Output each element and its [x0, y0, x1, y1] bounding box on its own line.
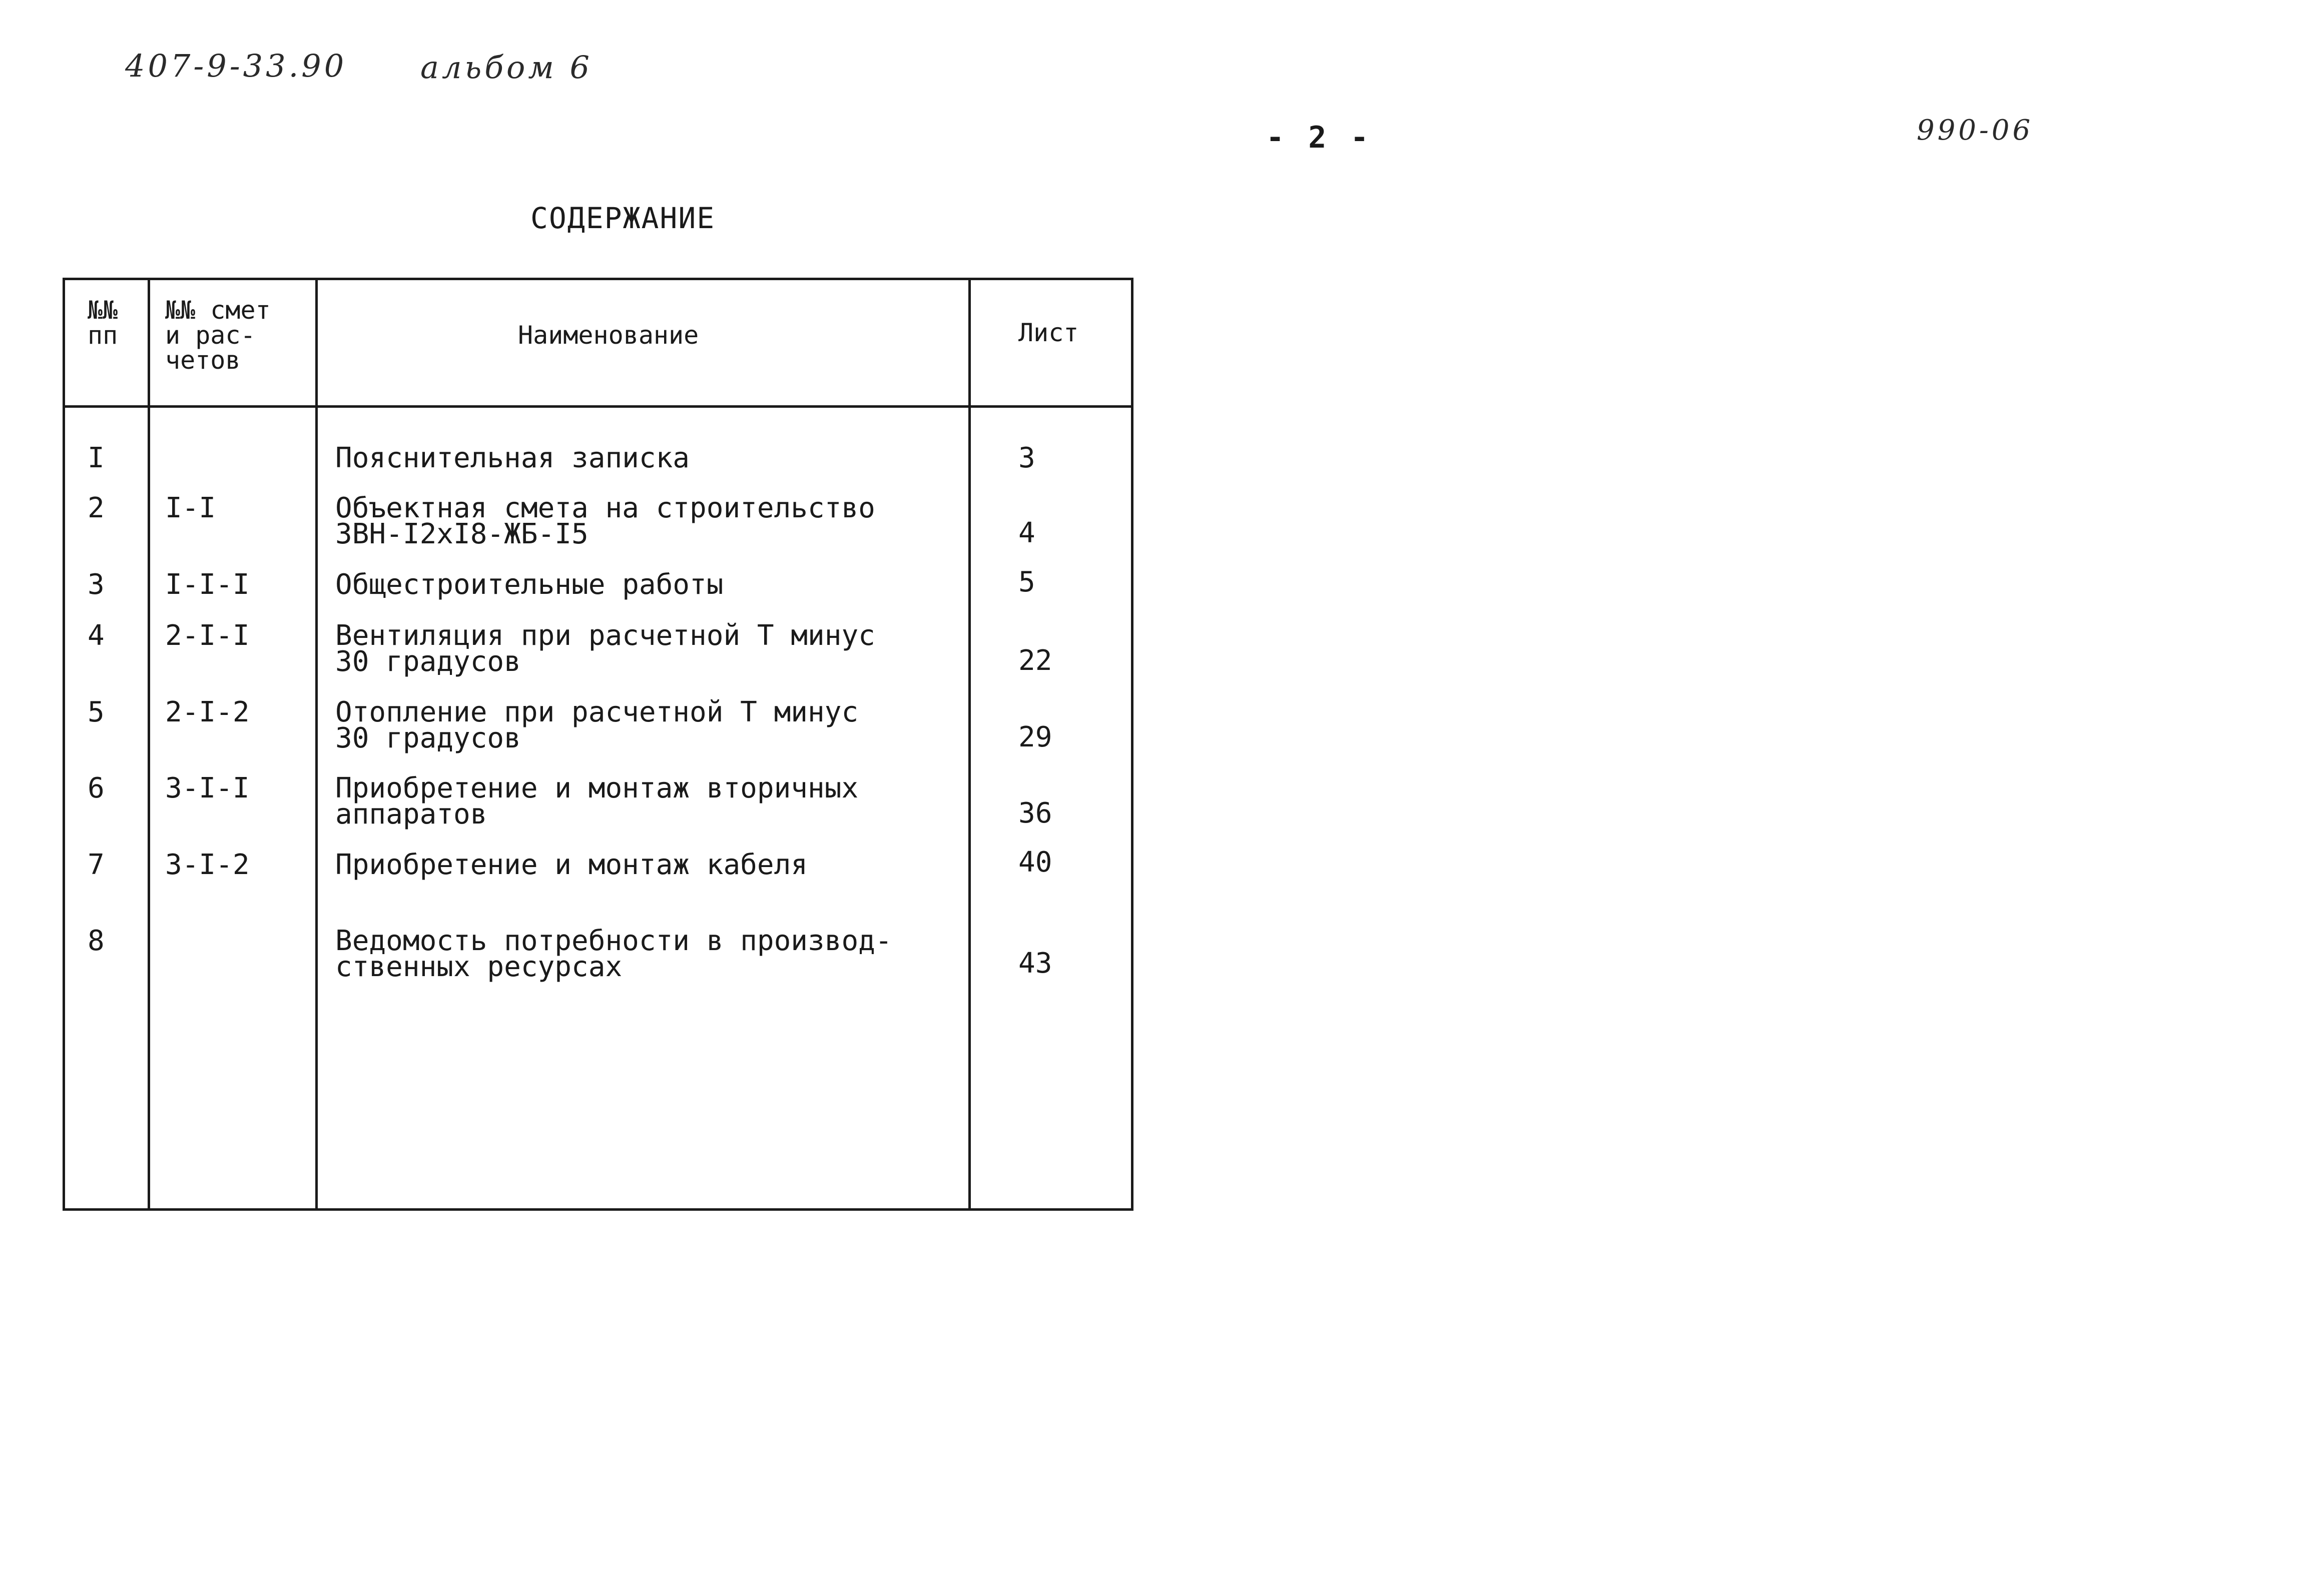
row-name-line: Ведомость потребности в производ- [335, 925, 892, 957]
row-number: 6 [88, 772, 105, 805]
row-name-line: 30 градусов [335, 645, 521, 678]
header-name: Наименование [518, 321, 699, 350]
row-sheet: 40 [1018, 846, 1052, 879]
header-text: пп [88, 321, 118, 350]
column-divider [968, 280, 971, 1208]
row-name [335, 492, 875, 550]
row-name [335, 772, 859, 831]
row-name-line: ЗВН-I2xI8-ЖБ-I5 [335, 518, 589, 550]
row-name-line: 30 градусов [335, 722, 521, 754]
row-name [335, 849, 808, 881]
row-sheet: 3 [1018, 442, 1035, 474]
handwritten-album-label: альбом 6 [420, 49, 593, 86]
page-number: - 2 - [1266, 120, 1372, 155]
row-name-line: Пояснительная записка [335, 442, 690, 474]
row-sheet: 43 [1018, 947, 1052, 980]
header-sheet: Лист [1018, 318, 1079, 347]
row-estimate: I-I [165, 492, 216, 524]
row-number: 3 [88, 568, 105, 601]
row-number: 7 [88, 849, 105, 881]
handwritten-archive-number: 990-06 [1917, 114, 2034, 147]
row-name-line: аппаратов [335, 798, 487, 831]
column-divider [148, 280, 150, 1208]
header-text: №№ [88, 296, 118, 325]
header-divider [65, 405, 1131, 408]
row-name [335, 925, 892, 983]
row-estimate: 3-I-I [165, 772, 250, 805]
row-name [335, 696, 859, 754]
row-estimate: 3-I-2 [165, 849, 250, 881]
row-sheet: 29 [1018, 721, 1052, 753]
header-text: четов [165, 346, 241, 375]
row-sheet: 4 [1018, 517, 1035, 549]
row-sheet: 36 [1018, 797, 1052, 830]
row-estimate: 2-I-2 [165, 696, 250, 728]
row-number: 8 [88, 925, 105, 957]
header-row-number [88, 298, 118, 348]
row-number: 4 [88, 619, 105, 652]
row-name [335, 568, 724, 601]
row-sheet: 5 [1018, 566, 1035, 598]
handwritten-document-code: 407-9-33.90 [125, 48, 347, 84]
row-name-line: Приобретение и монтаж вторичных [335, 772, 859, 805]
row-name-line: Приобретение и монтаж кабеля [335, 849, 808, 881]
row-name-line: Общестроительные работы [335, 568, 724, 601]
row-name-line: Вентиляция при расчетной Т минус [335, 619, 875, 652]
column-divider [315, 280, 318, 1208]
row-sheet: 22 [1018, 644, 1052, 677]
row-name-line: Отопление при расчетной Т минус [335, 696, 859, 728]
row-name [335, 442, 690, 474]
row-number: I [88, 442, 105, 474]
header-text: №№ смет [165, 296, 271, 325]
row-number: 5 [88, 696, 105, 728]
header-text: и рас- [165, 321, 256, 350]
row-name-line: Объектная смета на строительство [335, 492, 875, 524]
contents-table [63, 278, 1133, 1211]
row-number: 2 [88, 492, 105, 524]
row-estimate: I-I-I [165, 568, 250, 601]
row-estimate: 2-I-I [165, 619, 250, 652]
page-title: СОДЕРЖАНИЕ [530, 201, 716, 235]
row-name-line: ственных ресурсах [335, 951, 623, 983]
header-estimate-number [165, 298, 271, 373]
row-name [335, 619, 875, 678]
